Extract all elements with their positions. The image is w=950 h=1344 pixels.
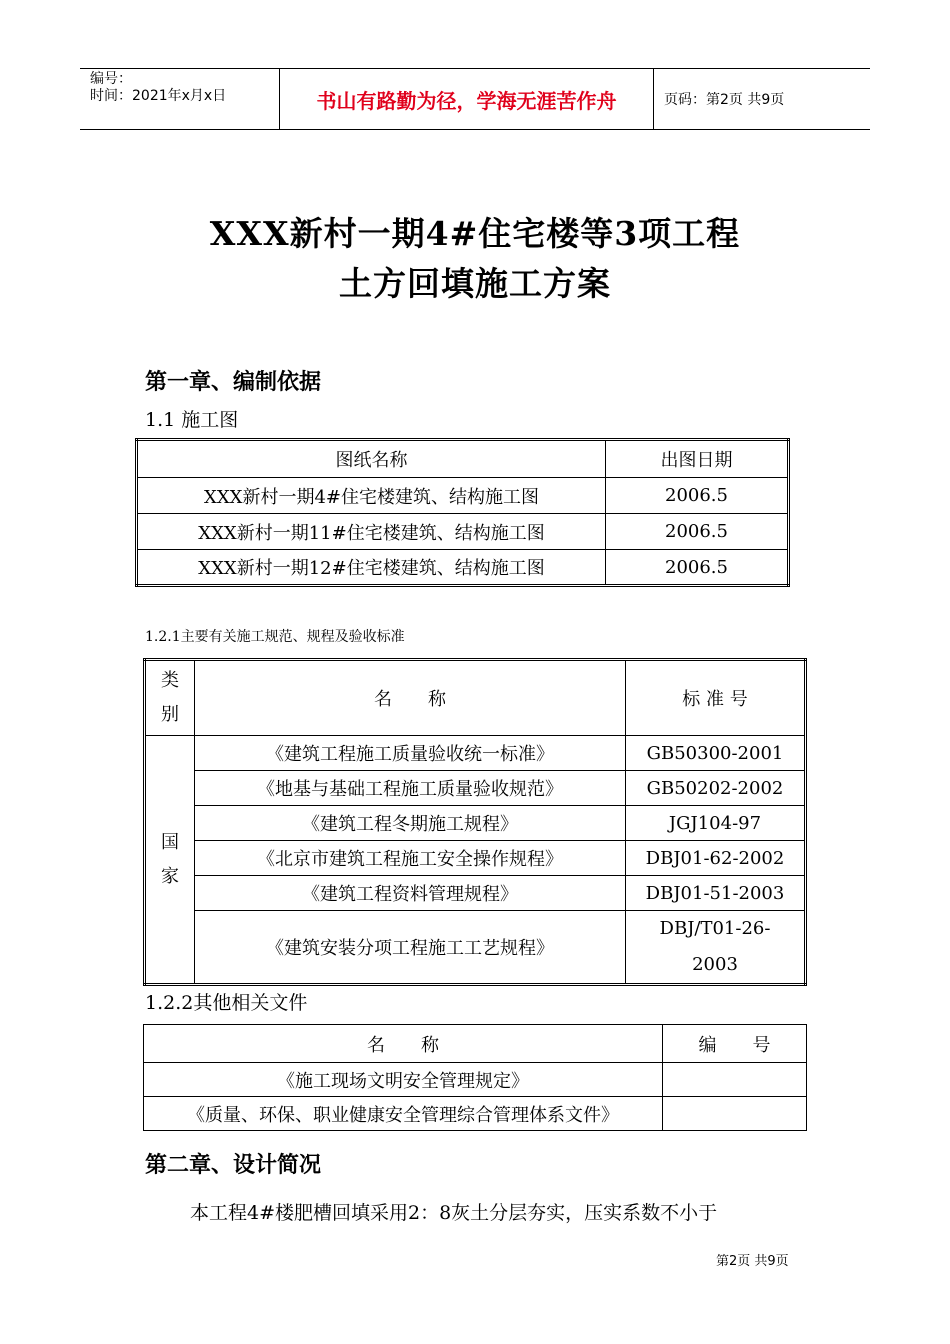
- table-row: [145, 806, 806, 841]
- standard-name: 《地基与基础工程施工质量验收规范》: [195, 771, 626, 806]
- header-name: 名 称: [144, 1025, 663, 1063]
- document-title-line2: 土方回填施工方案: [339, 264, 611, 303]
- standard-code-line1: DBJ/T01-26-: [659, 918, 771, 939]
- document-title-line1: XXX新村一期4#住宅楼等3项工程: [209, 214, 741, 253]
- table-header-row: [137, 440, 789, 478]
- header-category-char1: 类: [161, 670, 179, 691]
- header-name: 名 称: [195, 660, 626, 736]
- drawing-name: XXX新村一期4#住宅楼建筑、结构施工图: [137, 478, 606, 514]
- header-motto: 书山有路勤为径，学海无涯苦作舟: [280, 69, 654, 129]
- chapter2-heading: 第二章、设计简况: [145, 1152, 322, 1178]
- file-number: [663, 1063, 807, 1097]
- drawing-name: XXX新村一期12#住宅楼建筑、结构施工图: [137, 550, 606, 586]
- table-row: [145, 736, 806, 771]
- table-row: [144, 1063, 807, 1097]
- issue-date: 2006.5: [606, 550, 789, 586]
- category-char2: 家: [161, 865, 179, 887]
- header-page-number: 页码：第2页 共9页: [664, 92, 785, 108]
- files-table: [143, 1024, 807, 1131]
- table-row: [145, 911, 806, 985]
- table-row: [144, 1097, 807, 1131]
- table-row: [145, 876, 806, 911]
- standard-code-line2: 2003: [692, 954, 738, 975]
- page-header: [80, 68, 870, 130]
- standard-code: [626, 911, 806, 985]
- standard-code: DBJ01-51-2003: [626, 876, 806, 911]
- table-row: [137, 514, 789, 550]
- file-name: 《施工现场文明安全管理规定》: [144, 1063, 663, 1097]
- header-number: 编 号: [663, 1025, 807, 1063]
- table-row: [137, 478, 789, 514]
- drawing-name: XXX新村一期11#住宅楼建筑、结构施工图: [137, 514, 606, 550]
- standard-code: JGJ104-97: [626, 806, 806, 841]
- standard-name: 《建筑安装分项工程施工工艺规程》: [195, 911, 626, 985]
- standard-name: 《建筑工程施工质量验收统一标准》: [195, 736, 626, 771]
- header-standard-code: 标 准 号: [626, 660, 806, 736]
- file-name: 《质量、环保、职业健康安全管理综合管理体系文件》: [144, 1097, 663, 1131]
- standard-name: 《建筑工程冬期施工规程》: [195, 806, 626, 841]
- section-1-1-heading: 1.1 施工图: [145, 409, 239, 431]
- standards-table: [143, 658, 807, 986]
- section-1-2-2-heading: 1.2.2其他相关文件: [145, 992, 308, 1014]
- issue-date: 2006.5: [606, 478, 789, 514]
- file-number: [663, 1097, 807, 1131]
- standard-code: GB50202-2002: [626, 771, 806, 806]
- table-header-row: [145, 660, 806, 736]
- header-drawing-name: 图纸名称: [137, 440, 606, 478]
- header-category: [145, 660, 195, 736]
- header-category-char2: 别: [161, 704, 179, 725]
- standard-name: 《建筑工程资料管理规程》: [195, 876, 626, 911]
- chapter1-heading: 第一章、编制依据: [145, 369, 322, 395]
- header-meta: [80, 69, 280, 129]
- table-row: [137, 550, 789, 586]
- code-label: 编号：: [90, 71, 132, 87]
- header-issue-date: 出图日期: [606, 440, 789, 478]
- drawings-table: [135, 438, 790, 587]
- standard-code: GB50300-2001: [626, 736, 806, 771]
- category-cell: [145, 736, 195, 985]
- category-char1: 国: [161, 831, 179, 853]
- chapter2-paragraph: 本工程4#楼肥槽回填采用2：8灰土分层夯实，压实系数不小于: [190, 1202, 718, 1224]
- table-header-row: [144, 1025, 807, 1063]
- table-row: [145, 841, 806, 876]
- issue-date: 2006.5: [606, 514, 789, 550]
- page-footer: 第2页 共9页: [716, 1254, 789, 1269]
- table-row: [145, 771, 806, 806]
- date-label: 时间：2021年x月x日: [90, 88, 227, 104]
- standard-code: DBJ01-62-2002: [626, 841, 806, 876]
- section-1-2-1-heading: 1.2.1主要有关施工规范、规程及验收标准: [145, 629, 405, 645]
- standard-name: 《北京市建筑工程施工安全操作规程》: [195, 841, 626, 876]
